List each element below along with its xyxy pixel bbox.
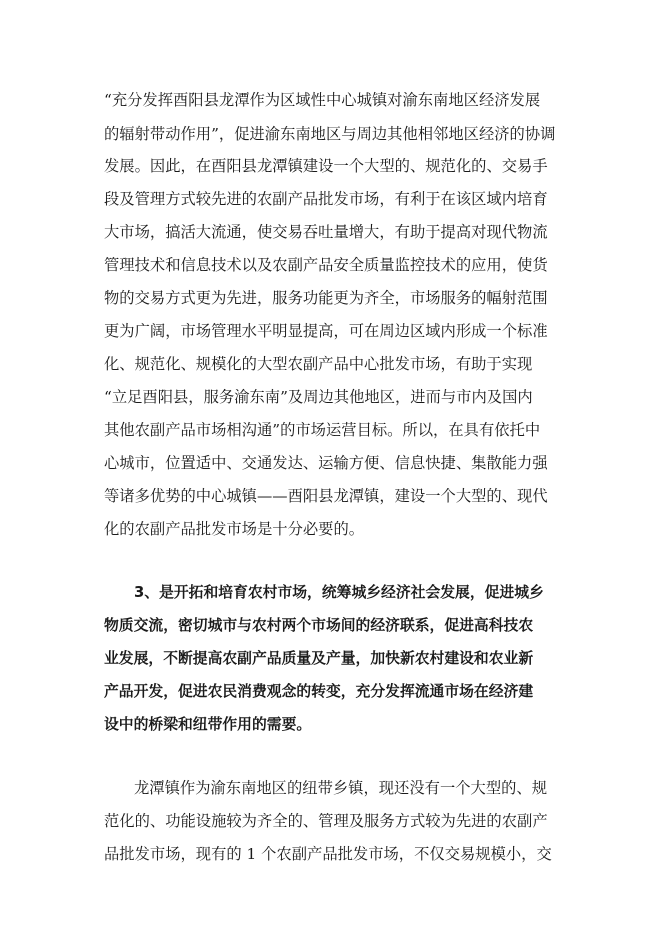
text-line: 物的交易方式更为先进，服务功能更为齐全，市场服务的幅射范围 [104, 289, 548, 307]
text-line: “立足酉阳县，服务渝东南”及周边其他地区，进而与市内及国内 [104, 388, 533, 406]
text-line: 等诸多优势的中心城镇——酉阳县龙潭镇，建设一个大型的、现代 [104, 487, 548, 505]
text-line: 品批发市场，现有的 1 个农副产品批发市场，不仅交易规模小，交 [104, 845, 552, 863]
text-line: 化、规范化、规模化的大型农副产品中心批发市场，有助于实现 [104, 355, 533, 373]
text-line-bold: 产品开发，促进农民消费观念的转变，充分发挥流通市场在经济建 [104, 683, 534, 700]
text-line: 大市场，搞活大流通，使交易吞吐量增大，有助于提高对现代物流 [104, 223, 548, 241]
text-line: 发展。因此，在酉阳县龙潭镇建设一个大型的、规范化的、交易手 [104, 157, 548, 175]
text-line: 段及管理方式较先进的农副产品批发市场，有利于在该区域内培育 [104, 190, 548, 208]
text-line-bold: 设中的桥梁和纽带作用的需要。 [104, 716, 312, 733]
text-line: 其他农副产品市场相沟通”的市场运营目标。所以，在具有依托中 [104, 421, 541, 439]
text-line: 化的农副产品批发市场是十分必要的。 [104, 520, 365, 538]
text-line-bold: 3、是开拓和培育农村市场，统筹城乡经济社会发展，促进城乡 [134, 584, 544, 601]
text-line: 范化的、功能设施较为齐全的、管理及服务方式较为先进的农副产 [104, 812, 548, 830]
text-line: 心城市，位置适中、交通发达、运输方便、信息快捷、集散能力强 [104, 454, 548, 472]
text-line-bold: 业发展，不断提高农副产品质量及产量，加快新农村建设和农业新 [104, 650, 534, 667]
text-line: 龙潭镇作为渝东南地区的纽带乡镇，现还没有一个大型的、规 [134, 779, 548, 797]
text-line: “充分发挥酉阳县龙潭作为区域性中心城镇对渝东南地区经济发展 [104, 91, 541, 109]
text-line: 更为广阔，市场管理水平明显提高，可在周边区域内形成一个标准 [104, 322, 548, 340]
text-line: 的辐射带动作用”，促进渝东南地区与周边其他相邻地区经济的协调 [104, 125, 556, 143]
text-line-bold: 物质交流，密切城市与农村两个市场间的经济联系，促进高科技农 [104, 617, 534, 634]
text-line: 管理技术和信息技术以及农副产品安全质量监控技术的应用，使货 [104, 256, 548, 274]
